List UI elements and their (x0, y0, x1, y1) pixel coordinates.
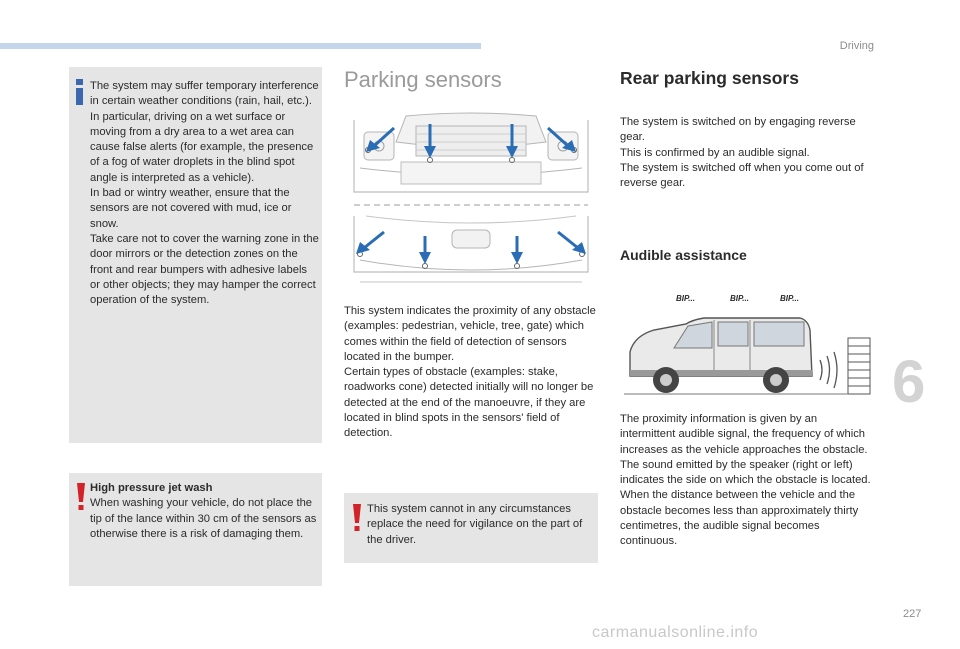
warning-icon (77, 483, 85, 516)
rear-paragraph: The system is switched on by engaging reverse gear. (620, 116, 856, 144)
sound-wave-icon (820, 352, 837, 388)
info-paragraph: The system may suffer temporary interference in certain weather conditions (rain, hail, etc.). (90, 80, 319, 108)
section-title: Driving (839, 40, 874, 52)
bumper-diagram (346, 112, 596, 294)
rear-sensors-title: Rear parking sensors (620, 68, 799, 88)
warning-title: High pressure jet wash (90, 482, 213, 494)
bip-label: BIP... (780, 294, 799, 303)
van-illustration (624, 290, 874, 400)
info-paragraph: In bad or wintry weather, ensure that the sensors are not covered with mud, ice or snow. (90, 187, 292, 230)
warning-box-jet-wash (69, 473, 322, 586)
wall-icon (848, 338, 870, 394)
page-number: 227 (903, 608, 922, 620)
vigilance-text: This system cannot in any circumstances replace the need for vigilance on the part of the driver. (367, 503, 583, 546)
parking-sensors-title: Parking sensors (344, 67, 502, 92)
audible-paragraph: The sound emitted by the speaker (right or left) indicates the side on which the obstacle is located. (620, 458, 871, 487)
watermark: carmanualsonline.info (592, 624, 759, 641)
audible-description (620, 412, 875, 550)
parking-paragraph: Certain types of obstacle (examples: stake, roadworks cone) detected initially will no longer be detected at the end of the manoeuvre, if they are located in blind spots in the sensors' field of detection. (344, 366, 594, 440)
info-icon (75, 79, 85, 110)
info-paragraph: Take care not to cover the warning zone in the door mirrors or the detection zones on the front and rear bumpers with adhesive labels or other objects; they may hamper the correct operation of the system. (90, 232, 319, 307)
header-bar (0, 43, 481, 49)
bip-label: BIP... (676, 294, 695, 303)
rear-paragraph: The system is switched off when you come out of reverse gear. (620, 161, 864, 190)
bip-label: BIP... (730, 294, 749, 303)
parking-paragraph: This system indicates the proximity of any obstacle (examples: pedestrian, vehicle, tree, gate) which comes within the field of detection of sensors located in the bumper. (344, 305, 596, 363)
audible-assistance-title: Audible assistance (620, 247, 747, 263)
rear-paragraph: This is confirmed by an audible signal. (620, 146, 810, 159)
warning-text: When washing your vehicle, do not place the tip of the lance within 30 cm of the sensors as otherwise there is a risk of damaging them. (90, 497, 317, 540)
parking-description (344, 304, 598, 442)
chapter-number: 6 (892, 348, 926, 415)
warning-icon (353, 504, 361, 537)
info-box (69, 67, 322, 443)
audible-paragraph: When the distance between the vehicle and the obstacle becomes less than approximately thirty centimetres, the audible signal becomes continuous. (620, 489, 859, 548)
audible-paragraph: The proximity information is given by an intermittent audible signal, the frequency of which increases as the vehicle approaches the obstacle. (620, 413, 868, 456)
rear-description (620, 115, 875, 191)
info-paragraph: In particular, driving on a wet surface or moving from a dry area to a wet area can cause false alerts (for example, the presence of a fog of water droplets in the blind spot angle is interpreted as a vehicle). (90, 110, 314, 184)
warning-box-vigilance (344, 493, 598, 563)
